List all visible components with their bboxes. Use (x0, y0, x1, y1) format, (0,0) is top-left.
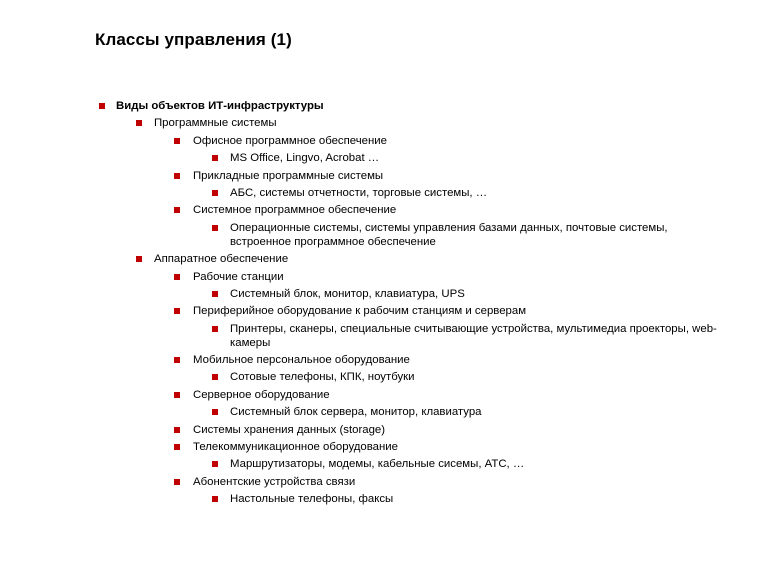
outline-item-text: Телекоммуникационное оборудование (193, 441, 398, 454)
outline-item-level-3 (0, 440, 765, 454)
outline-item-text: Программные системы (154, 117, 277, 130)
outline-item-text: Мобильное персональное оборудование (193, 354, 410, 367)
square-bullet-icon (174, 392, 180, 398)
outline-item-level-3 (0, 304, 765, 318)
outline-item-text: Операционные системы, системы управления базами данных, почтовые системы, встроенное программное обеспечение (230, 221, 668, 248)
outline-item-level-3 (0, 270, 765, 284)
square-bullet-icon (174, 479, 180, 485)
outline-item-text: Системный блок сервера, монитор, клавиатура (230, 406, 482, 419)
bullet-outline (0, 99, 765, 510)
square-bullet-icon (136, 256, 142, 262)
outline-item-level-3 (0, 203, 765, 217)
outline-item-text: Прикладные программные системы (193, 169, 384, 182)
outline-item-text: Системное программное обеспечение (193, 204, 397, 217)
outline-item-text: Системы хранения данных (storage) (193, 423, 386, 436)
square-bullet-icon (174, 357, 180, 363)
square-bullet-icon (212, 374, 218, 380)
outline-item-text: Рабочие станции (193, 270, 284, 283)
outline-item-level-4 (0, 322, 765, 350)
outline-item-level-2 (0, 252, 765, 266)
outline-item-level-1 (0, 99, 765, 113)
square-bullet-icon (212, 461, 218, 467)
outline-item-level-4 (0, 151, 765, 165)
square-bullet-icon (212, 291, 218, 297)
outline-item-text: Периферийное оборудование к рабочим станциям и серверам (193, 305, 527, 318)
square-bullet-icon (174, 274, 180, 280)
outline-item-text: Системный блок, монитор, клавиатура, UPS (230, 287, 465, 300)
outline-item-level-4 (0, 492, 765, 506)
square-bullet-icon (212, 409, 218, 415)
outline-item-level-4 (0, 370, 765, 384)
outline-item-level-3 (0, 423, 765, 437)
outline-item-level-3 (0, 388, 765, 402)
square-bullet-icon (174, 308, 180, 314)
outline-item-level-4 (0, 221, 765, 249)
outline-item-text: Аппаратное обеспечение (154, 253, 289, 266)
square-bullet-icon (174, 427, 180, 433)
square-bullet-icon (212, 190, 218, 196)
square-bullet-icon (99, 103, 105, 109)
outline-item-level-3 (0, 169, 765, 183)
square-bullet-icon (136, 120, 142, 126)
square-bullet-icon (174, 444, 180, 450)
outline-item-text: Абонентские устройства связи (193, 475, 356, 488)
outline-item-text: Офисное программное обеспечение (193, 134, 388, 147)
outline-item-level-3 (0, 353, 765, 367)
square-bullet-icon (174, 173, 180, 179)
square-bullet-icon (212, 225, 218, 231)
outline-item-level-3 (0, 475, 765, 489)
square-bullet-icon (212, 155, 218, 161)
outline-item-text: MS Office, Lingvo, Acrobat … (230, 152, 380, 165)
square-bullet-icon (174, 138, 180, 144)
outline-item-level-4 (0, 457, 765, 471)
outline-item-text: Маршрутизаторы, модемы, кабельные сисемы, АТС, … (230, 458, 525, 471)
outline-item-level-4 (0, 287, 765, 301)
outline-item-level-3 (0, 134, 765, 148)
square-bullet-icon (212, 496, 218, 502)
outline-item-text: Серверное оборудование (193, 388, 330, 401)
outline-item-text: Виды объектов ИТ-инфраструктуры (116, 100, 324, 112)
outline-item-level-4 (0, 186, 765, 200)
outline-item-text: АБС, системы отчетности, торговые системы, … (230, 186, 488, 199)
square-bullet-icon (212, 326, 218, 332)
outline-item-level-4 (0, 405, 765, 419)
outline-item-text: Сотовые телефоны, КПК, ноутбуки (230, 371, 415, 384)
outline-item-level-2 (0, 116, 765, 130)
outline-item-text: Настольные телефоны, факсы (230, 493, 394, 506)
outline-item-text: Принтеры, сканеры, специальные считывающие устройства, мультимедиа проекторы, web-камеры (230, 322, 717, 349)
square-bullet-icon (174, 207, 180, 213)
slide-title: Классы управления (1) (95, 30, 292, 49)
